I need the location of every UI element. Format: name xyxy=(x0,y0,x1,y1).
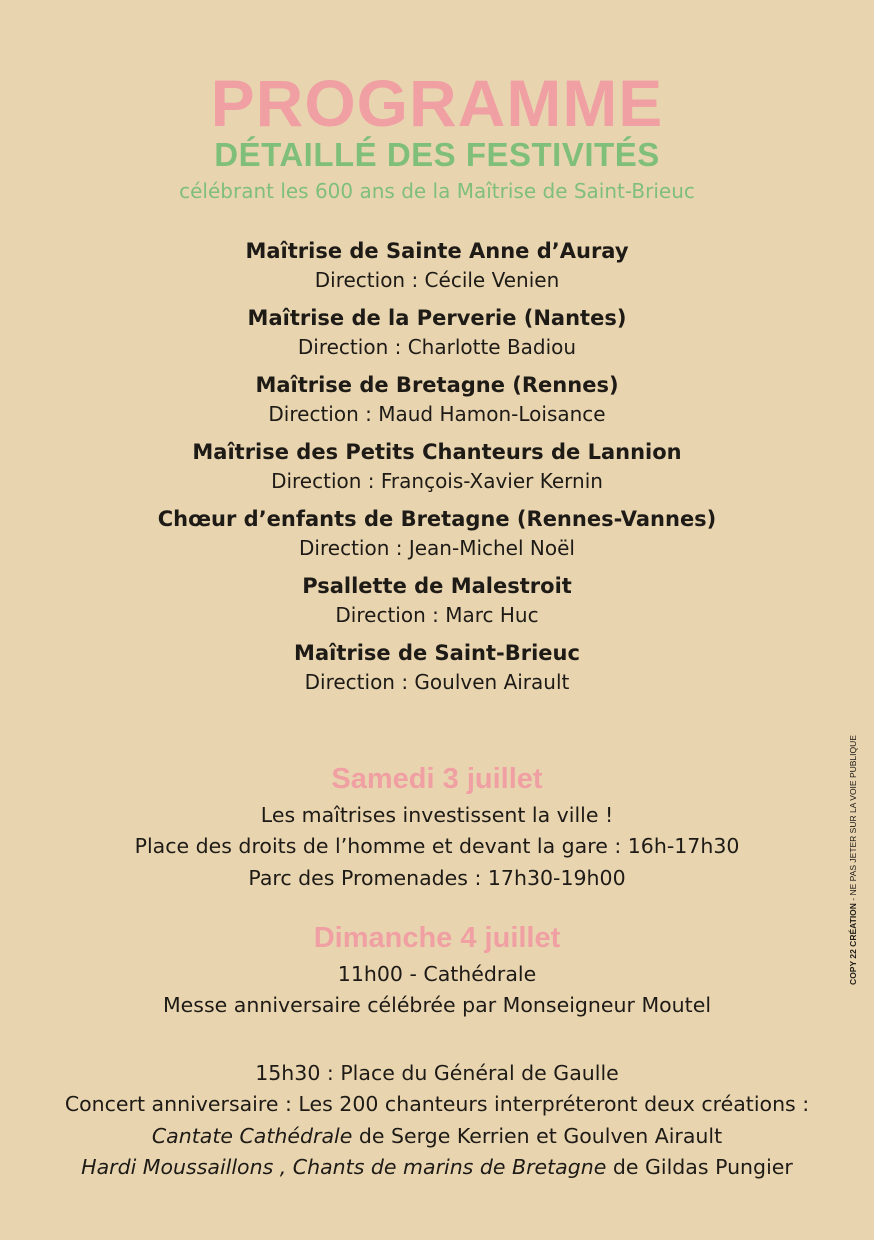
concert-description: Concert anniversaire : Les 200 chanteurs interpréteront deux créations : xyxy=(64,1092,810,1116)
page-title: PROGRAMME xyxy=(210,66,664,140)
credit-name: COPY 22 CRÉATION xyxy=(848,903,858,985)
choir-item xyxy=(0,303,874,370)
saturday-line: Place des droits de l’homme et devant la gare : 16h-17h30 xyxy=(134,834,740,858)
concert-work-2 xyxy=(0,1153,874,1181)
choir-name: Psallette de Malestroit xyxy=(302,574,572,598)
choir-name: Chœur d’enfants de Bretagne (Rennes-Vannes) xyxy=(157,507,717,531)
choir-item xyxy=(0,504,874,571)
choir-item xyxy=(0,638,874,705)
side-credit xyxy=(848,735,858,985)
work-title: Cantate Cathédrale xyxy=(151,1124,353,1148)
concert-time-place: 15h30 : Place du Général de Gaulle xyxy=(255,1061,619,1085)
choir-director: Direction : Charlotte Badiou xyxy=(297,335,577,359)
choir-item xyxy=(0,437,874,504)
choir-name: Maîtrise de la Perverie (Nantes) xyxy=(247,306,627,330)
sunday-heading: Dimanche 4 juillet xyxy=(313,922,561,954)
credit-notice: - NE PAS JETER SUR LA VOIE PUBLIQUE xyxy=(848,735,858,904)
choir-director: Direction : Cécile Venien xyxy=(314,268,560,292)
saturday-heading: Samedi 3 juillet xyxy=(331,763,543,795)
choir-item xyxy=(0,571,874,638)
choir-director: Direction : Goulven Airault xyxy=(304,670,570,694)
sunday-line: Messe anniversaire célébrée par Monseigneur Moutel xyxy=(162,993,712,1017)
saturday-line: Les maîtrises investissent la ville ! xyxy=(260,803,614,827)
choir-item xyxy=(0,370,874,437)
page-tagline: célébrant les 600 ans de la Maîtrise de Saint-Brieuc xyxy=(179,179,695,203)
sunday-line: 11h00 - Cathédrale xyxy=(337,962,537,986)
work-title: Hardi Moussaillons , Chants de marins de Bretagne xyxy=(81,1155,607,1179)
page-subtitle: DÉTAILLÉ DES FESTIVITÉS xyxy=(214,136,660,173)
choir-item xyxy=(0,236,874,303)
concert-work-1 xyxy=(0,1122,874,1150)
choir-director: Direction : Jean-Michel Noël xyxy=(299,536,575,560)
choir-name: Maîtrise des Petits Chanteurs de Lannion xyxy=(192,440,682,464)
work-composers: de Serge Kerrien et Goulven Airault xyxy=(352,1124,723,1148)
choir-director: Direction : François-Xavier Kernin xyxy=(271,469,603,493)
choir-name: Maîtrise de Sainte Anne d’Auray xyxy=(245,239,629,263)
choir-name: Maîtrise de Saint-Brieuc xyxy=(294,641,580,665)
work-composers: de Gildas Pungier xyxy=(606,1155,793,1179)
choir-name: Maîtrise de Bretagne (Rennes) xyxy=(255,373,619,397)
saturday-line: Parc des Promenades : 17h30-19h00 xyxy=(248,866,626,890)
choir-director: Direction : Maud Hamon-Loisance xyxy=(268,402,606,426)
choir-list xyxy=(0,236,874,705)
choir-director: Direction : Marc Huc xyxy=(335,603,539,627)
